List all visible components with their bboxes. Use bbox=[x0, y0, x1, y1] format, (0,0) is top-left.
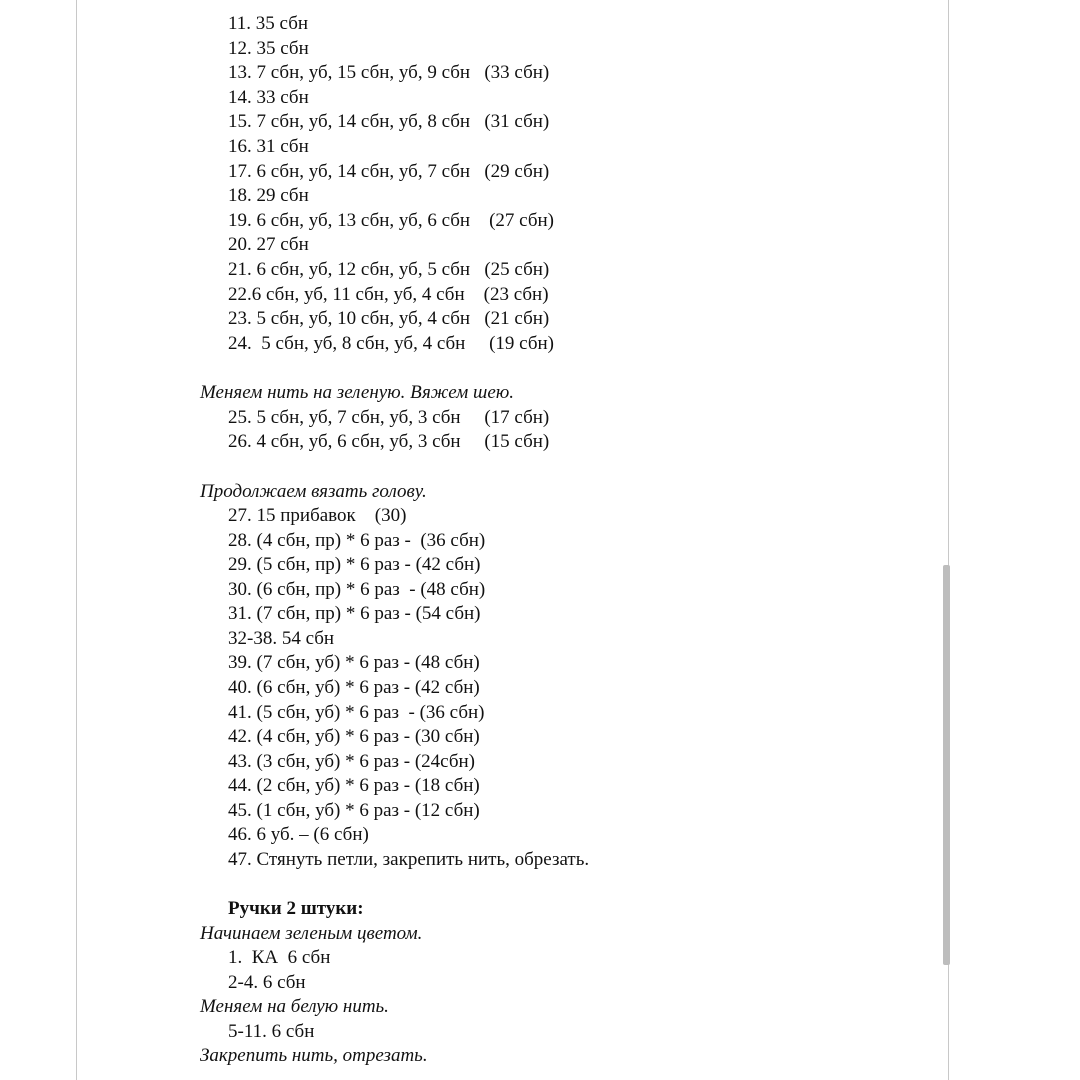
section-note-neck: Меняем нить на зеленую. Вяжем шею. bbox=[200, 382, 514, 403]
scrollbar-thumb[interactable] bbox=[943, 565, 950, 965]
pattern-row-41: 41. (5 сбн, уб) * 6 раз - (36 сбн) bbox=[228, 702, 485, 723]
pattern-row-25: 25. 5 сбн, уб, 7 сбн, уб, 3 сбн (17 сбн) bbox=[228, 407, 550, 428]
pattern-row-29: 29. (5 сбн, пр) * 6 раз - (42 сбн) bbox=[228, 554, 481, 575]
pattern-row-44: 44. (2 сбн, уб) * 6 раз - (18 сбн) bbox=[228, 775, 480, 796]
arms-row-1: 1. КА 6 сбн bbox=[228, 947, 331, 968]
pattern-row-45: 45. (1 сбн, уб) * 6 раз - (12 сбн) bbox=[228, 800, 480, 821]
pattern-row-32-38: 32-38. 54 сбн bbox=[228, 628, 335, 649]
pattern-row-27: 27. 15 прибавок (30) bbox=[228, 505, 407, 526]
pattern-row-21: 21. 6 сбн, уб, 12 сбн, уб, 5 сбн (25 сбн) bbox=[228, 259, 550, 280]
pattern-row-30: 30. (6 сбн, пр) * 6 раз - (48 сбн) bbox=[228, 579, 486, 600]
pattern-row-39: 39. (7 сбн, уб) * 6 раз - (48 сбн) bbox=[228, 652, 480, 673]
pattern-row-14: 14. 33 сбн bbox=[228, 87, 309, 108]
pattern-row-42: 42. (4 сбн, уб) * 6 раз - (30 сбн) bbox=[228, 726, 480, 747]
page-left-edge bbox=[76, 0, 77, 1080]
pattern-row-40: 40. (6 сбн, уб) * 6 раз - (42 сбн) bbox=[228, 677, 480, 698]
pattern-row-17: 17. 6 сбн, уб, 14 сбн, уб, 7 сбн (29 сбн) bbox=[228, 161, 550, 182]
section-heading-arms: Ручки 2 штуки: bbox=[228, 898, 364, 919]
pattern-row-47: 47. Стянуть петли, закрепить нить, обрезать. bbox=[228, 849, 590, 870]
pattern-row-22: 22.6 сбн, уб, 11 сбн, уб, 4 сбн (23 сбн) bbox=[228, 284, 549, 305]
arms-row-5-11: 5-11. 6 сбн bbox=[228, 1021, 315, 1042]
section-note-arms-start: Начинаем зеленым цветом. bbox=[200, 923, 423, 944]
pattern-row-16: 16. 31 сбн bbox=[228, 136, 309, 157]
pattern-row-20: 20. 27 сбн bbox=[228, 234, 309, 255]
section-note-arms-color: Меняем на белую нить. bbox=[200, 996, 389, 1017]
pattern-row-28: 28. (4 сбн, пр) * 6 раз - (36 сбн) bbox=[228, 530, 486, 551]
section-note-arms-finish: Закрепить нить, отрезать. bbox=[200, 1045, 428, 1066]
pattern-row-24: 24. 5 сбн, уб, 8 сбн, уб, 4 сбн (19 сбн) bbox=[228, 333, 554, 354]
pattern-row-15: 15. 7 сбн, уб, 14 сбн, уб, 8 сбн (31 сбн) bbox=[228, 111, 550, 132]
pattern-row-23: 23. 5 сбн, уб, 10 сбн, уб, 4 сбн (21 сбн) bbox=[228, 308, 550, 329]
section-note-head: Продолжаем вязать голову. bbox=[200, 481, 427, 502]
pattern-row-18: 18. 29 сбн bbox=[228, 185, 309, 206]
pattern-row-12: 12. 35 сбн bbox=[228, 38, 309, 59]
pattern-row-43: 43. (3 сбн, уб) * 6 раз - (24сбн) bbox=[228, 751, 475, 772]
pattern-row-19: 19. 6 сбн, уб, 13 сбн, уб, 6 сбн (27 сбн) bbox=[228, 210, 554, 231]
pattern-row-11: 11. 35 сбн bbox=[228, 13, 309, 34]
arms-row-2-4: 2-4. 6 сбн bbox=[228, 972, 306, 993]
pattern-row-26: 26. 4 сбн, уб, 6 сбн, уб, 3 сбн (15 сбн) bbox=[228, 431, 550, 452]
pattern-row-13: 13. 7 сбн, уб, 15 сбн, уб, 9 сбн (33 сбн) bbox=[228, 62, 550, 83]
pattern-row-31: 31. (7 сбн, пр) * 6 раз - (54 сбн) bbox=[228, 603, 481, 624]
pattern-row-46: 46. 6 уб. – (6 сбн) bbox=[228, 824, 369, 845]
